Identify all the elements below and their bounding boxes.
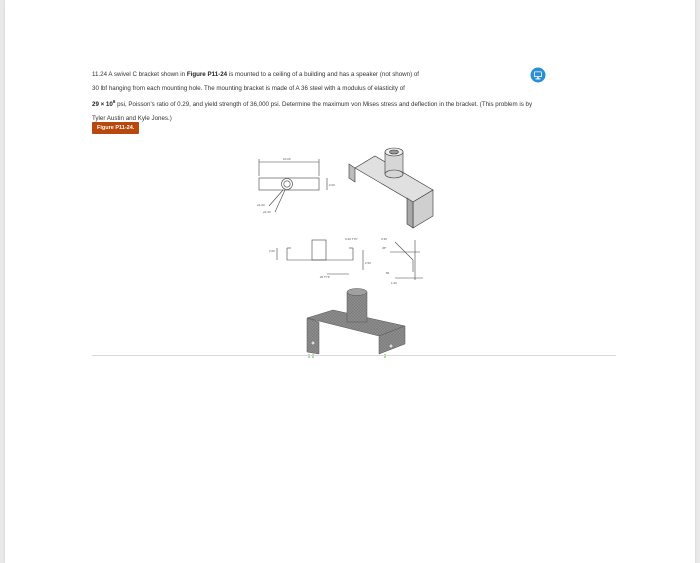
top-view-outline bbox=[259, 178, 319, 190]
divider bbox=[92, 355, 616, 356]
isometric-bracket bbox=[349, 148, 433, 228]
front-right-label: 2.50 bbox=[365, 261, 371, 265]
dia2-label: ø1.50 bbox=[263, 210, 271, 214]
top-view-hole bbox=[282, 179, 293, 190]
problem-text-b: is mounted to a ceiling of a building and has a speaker (not shown) of bbox=[227, 71, 420, 78]
top-height-label: 2.00 bbox=[329, 183, 335, 187]
dia1-label: ø1.00 bbox=[257, 203, 265, 207]
fea-mesh-model bbox=[307, 289, 405, 359]
screen-help-icon[interactable] bbox=[530, 67, 546, 83]
front-bottom-label: .20 TYP bbox=[319, 275, 330, 279]
figure-p11-24 bbox=[245, 140, 465, 365]
modulus-value: $29 \times 10^6$ bbox=[92, 99, 116, 109]
front-left-label: 2.00 bbox=[269, 249, 275, 253]
problem-line-2: 30 lbf hanging from each mounting hole. The mounting bracket is made of A 36 steel with a modulus of elasticity of bbox=[92, 84, 405, 92]
problem-number: 11.24 bbox=[92, 71, 108, 78]
side-top-label: 0.35 bbox=[381, 237, 387, 241]
top-width-label: 10.00 bbox=[283, 157, 291, 161]
figure-button[interactable]: Figure P11-24. bbox=[92, 122, 139, 134]
side-bottom-label: 1.00 bbox=[391, 281, 397, 285]
front-typ-label: 0.20 TYP bbox=[345, 237, 358, 241]
side-angle-label: 45° bbox=[382, 246, 387, 250]
engineering-drawing bbox=[245, 140, 465, 360]
document-page bbox=[5, 0, 695, 563]
figure-reference: Figure P11-24 bbox=[186, 71, 228, 78]
problem-line-4: Tyler Austin and Kyle Jones.) bbox=[92, 114, 172, 122]
problem-text-a: A swivel C bracket shown in bbox=[108, 71, 187, 78]
problem-line-3: $29 \times 10^6$ psi, Poisson’s ratio of 0.29, and yield strength of 36,000 psi. Determine the maximum von Mises stress and deflection in the bracket. (This problem is by bbox=[92, 99, 533, 109]
side-mid-label: .50 bbox=[385, 271, 390, 275]
